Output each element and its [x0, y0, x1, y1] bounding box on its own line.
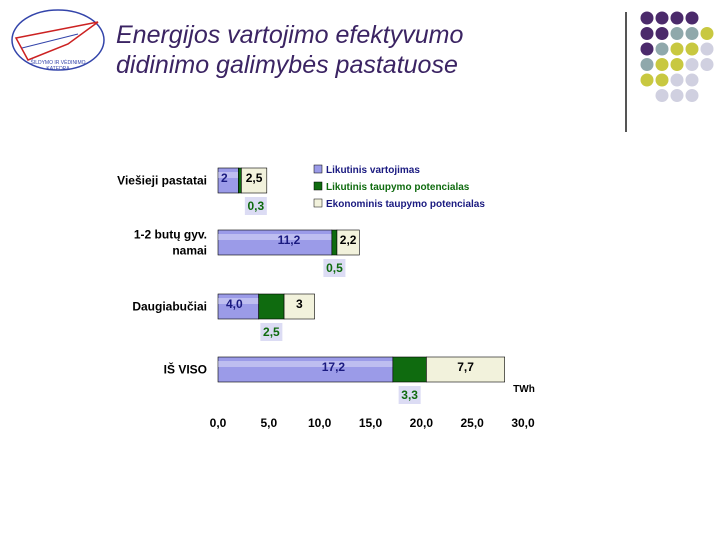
data-label: 2,5	[245, 171, 263, 185]
x-tick-label: 0,0	[209, 416, 227, 430]
data-label: 7,7	[457, 360, 474, 374]
bar-segment	[218, 357, 393, 382]
category-label: namai	[172, 243, 207, 258]
legend-swatch	[314, 199, 322, 207]
data-label: 2	[221, 171, 228, 185]
data-label: 3,3	[401, 388, 418, 402]
bar-segment	[259, 294, 284, 319]
bar-segment	[238, 168, 241, 193]
category-label: 1-2 butų gyv.	[133, 227, 207, 242]
data-label: 4,0	[226, 297, 243, 311]
x-tick-label: 20,0	[409, 416, 434, 430]
x-tick-label: 10,0	[307, 416, 332, 430]
logo-text-line2: KATEDRA	[46, 66, 70, 72]
category-label: IŠ VISO	[163, 362, 207, 377]
bar-segment	[332, 230, 337, 255]
unit-label: TWh	[513, 384, 535, 395]
category-label: Viešieji pastatai	[117, 173, 207, 188]
x-tick-label: 30,0	[511, 416, 535, 430]
x-tick-label: 25,0	[460, 416, 484, 430]
bar-highlight	[218, 361, 393, 367]
legend-swatch	[314, 165, 322, 173]
slide-title-line1: Energijos vartojimo efektyvumo	[116, 21, 464, 49]
data-label: 11,2	[277, 233, 301, 247]
bar-segment	[218, 230, 332, 255]
category-label: Daugiabučiai	[132, 299, 207, 314]
data-label: 17,2	[321, 360, 346, 374]
bar-segment	[393, 357, 427, 382]
slide-title-line2: didinimo galimybės pastatuose	[116, 51, 458, 79]
data-label: 0,3	[247, 199, 265, 213]
logo-text-line1: ŠILDYMO IR VĖDINIMO	[30, 60, 86, 66]
data-label: 2,5	[263, 325, 280, 339]
bar-highlight	[218, 234, 332, 240]
legend-label: Likutinis vartojimas	[326, 165, 420, 176]
x-tick-label: 5,0	[260, 416, 278, 430]
data-label: 2,2	[339, 233, 357, 247]
legend-swatch	[314, 182, 322, 190]
legend-label: Ekonominis taupymo potencialas	[326, 199, 485, 210]
legend-label: Likutinis taupymo potencialas	[326, 182, 470, 193]
data-label: 3	[295, 297, 303, 311]
data-label: 0,5	[326, 261, 343, 275]
x-tick-label: 15,0	[358, 416, 383, 430]
